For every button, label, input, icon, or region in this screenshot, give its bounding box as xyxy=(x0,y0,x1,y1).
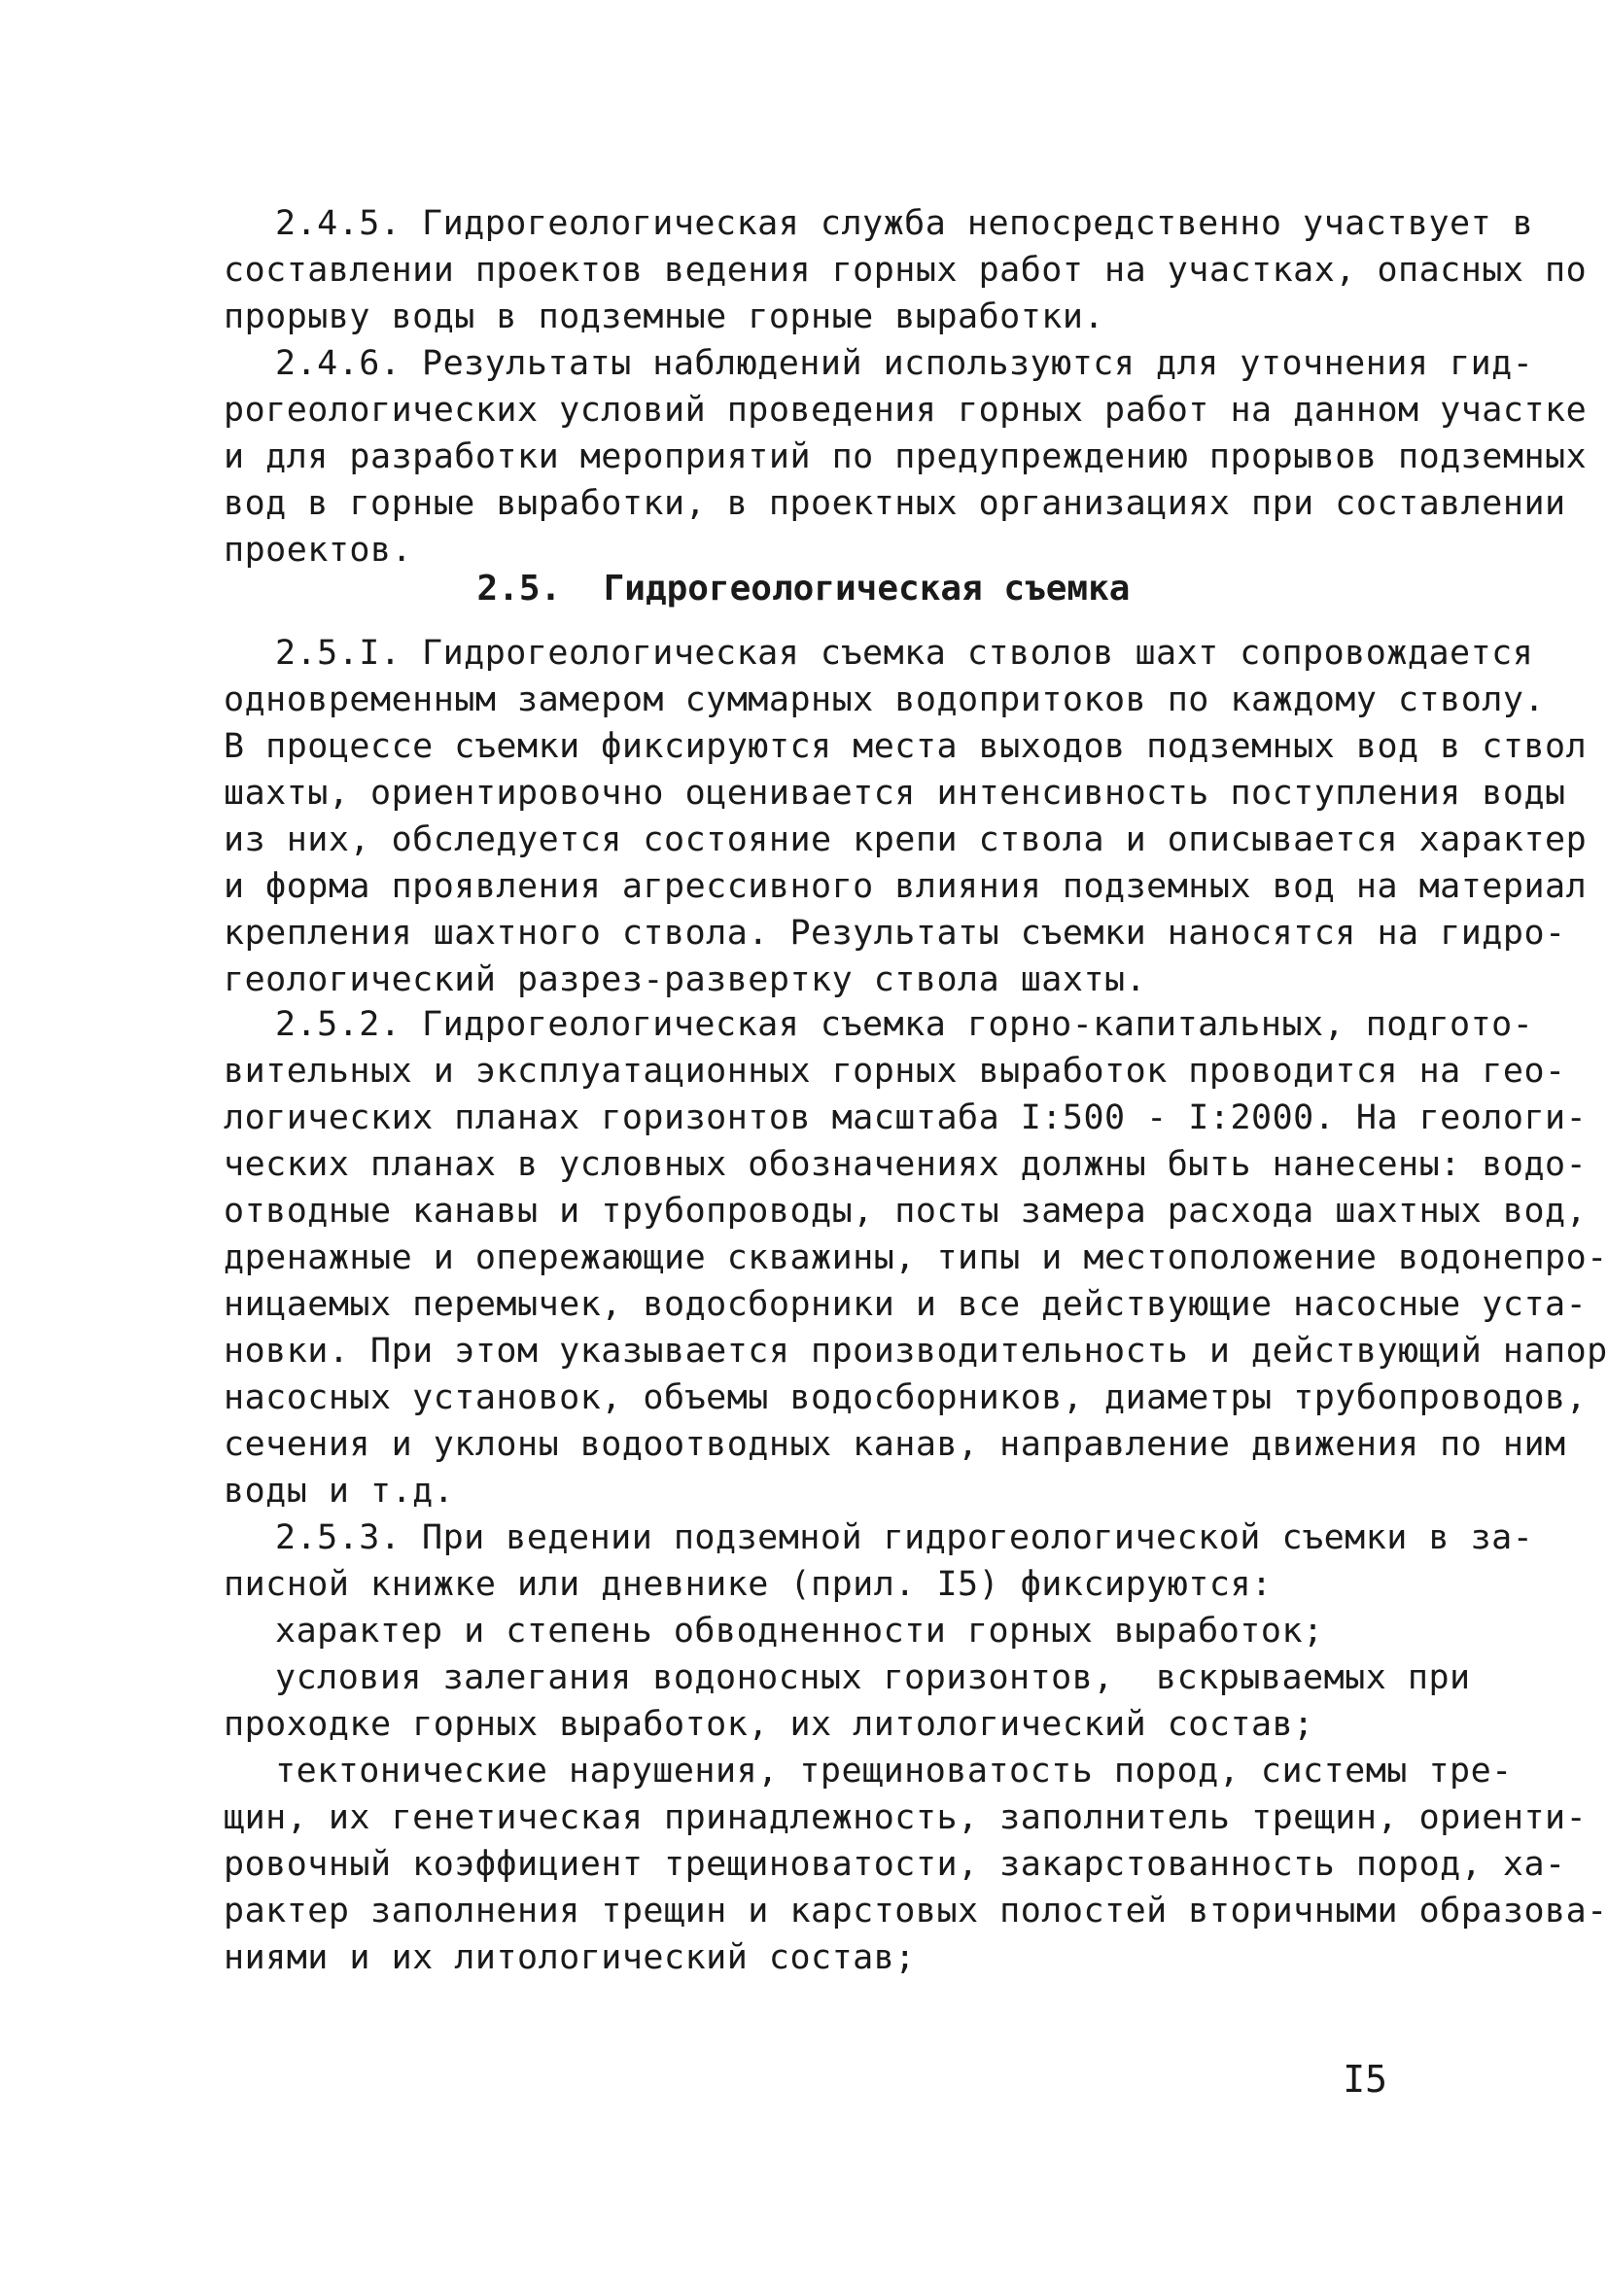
list-item-3-line-3: ровочный коэффициент трещиноватости, закарстованность пород, ха- xyxy=(224,1845,1566,1884)
list-item-3-line-1: тектонические нарушения, трещиноватость пород, системы тре- xyxy=(275,1752,1513,1791)
paragraph-2-5-2-line-3: логических планах горизонтов масштаба I:500 - I:2000. На геологи- xyxy=(224,1098,1588,1137)
paragraph-2-5-2-line-4: ческих планах в условных обозначениях должны быть нанесены: водо- xyxy=(224,1145,1588,1184)
paragraph-2-4-5-line-3: прорыву воды в подземные горные выработки. xyxy=(224,297,1105,336)
paragraph-2-5-2-line-1: 2.5.2. Гидрогеологическая съемка горно-капитальных, подгото- xyxy=(275,1005,1534,1044)
paragraph-2-5-2-line-9: насосных установок, объемы водосборников, диаметры трубопроводов, xyxy=(224,1378,1588,1417)
paragraph-2-5-3-line-1: 2.5.3. При ведении подземной гидрогеологической съемки в за- xyxy=(275,1518,1534,1557)
paragraph-2-5-2-line-2: вительных и эксплуатационных горных выработок проводится на гео- xyxy=(224,1052,1566,1091)
list-item-3-line-4: рактер заполнения трещин и карстовых полостей вторичными образова- xyxy=(224,1892,1608,1931)
paragraph-2-4-6-line-4: вод в горные выработки, в проектных организациях при составлении xyxy=(224,484,1566,523)
paragraph-2-4-5-line-1: 2.4.5. Гидрогеологическая служба непосредственно участвует в xyxy=(275,204,1534,243)
paragraph-2-5-2-line-7: ницаемых перемычек, водосборники и все действующие насосные уста- xyxy=(224,1285,1588,1324)
paragraph-2-4-5-line-2: составлении проектов ведения горных работ на участках, опасных по xyxy=(224,251,1588,290)
paragraph-2-5-1-line-5: из них, обследуется состояние крепи ствола и описывается характер xyxy=(224,820,1588,859)
section-heading-2-5: 2.5. Гидрогеологическая съемка xyxy=(476,569,1131,609)
paragraph-2-4-6-line-1: 2.4.6. Результаты наблюдений используются для уточнения гид- xyxy=(275,344,1534,383)
paragraph-2-5-1-line-8: геологический разрез-развертку ствола шахты. xyxy=(224,960,1147,999)
list-item-3-line-5: ниями и их литологический состав; xyxy=(224,1938,916,1977)
paragraph-2-5-1-line-1: 2.5.I. Гидрогеологическая съемка стволов шахт сопровождается xyxy=(275,634,1534,673)
paragraph-2-5-1-line-6: и форма проявления агрессивного влияния подземных вод на материал xyxy=(224,867,1588,906)
list-item-3-line-2: щин, их генетическая принадлежность, заполнитель трещин, ориенти- xyxy=(224,1798,1588,1837)
paragraph-2-5-2-line-11: воды и т.д. xyxy=(224,1472,455,1511)
list-item-2-line-2: проходке горных выработок, их литологический состав; xyxy=(224,1705,1314,1744)
list-item-1-line-1: характер и степень обводненности горных выработок; xyxy=(275,1612,1324,1651)
paragraph-2-5-1-line-7: крепления шахтного ствола. Результаты съемки наносятся на гидро- xyxy=(224,914,1566,953)
paragraph-2-5-1-line-3: В процессе съемки фиксируются места выходов подземных вод в ствол xyxy=(224,727,1588,766)
paragraph-2-5-2-line-6: дренажные и опережающие скважины, типы и местоположение водонепро- xyxy=(224,1238,1608,1277)
page-number: I5 xyxy=(1343,2058,1387,2101)
paragraph-2-4-6-line-3: и для разработки мероприятий по предупреждению прорывов подземных xyxy=(224,437,1588,476)
paragraph-2-5-1-line-2: одновременным замером суммарных водопритоков по каждому стволу. xyxy=(224,680,1546,719)
paragraph-2-4-6-line-5: проектов. xyxy=(224,531,413,570)
paragraph-2-5-2-line-5: отводные канавы и трубопроводы, посты замера расхода шахтных вод, xyxy=(224,1192,1588,1231)
paragraph-2-5-2-line-10: сечения и уклоны водоотводных канав, направление движения по ним xyxy=(224,1425,1566,1464)
paragraph-2-5-3-line-2: писной книжке или дневнике (прил. I5) фиксируются: xyxy=(224,1565,1273,1604)
list-item-2-line-1: условия залегания водоносных горизонтов, вскрываемых при xyxy=(275,1658,1471,1697)
paragraph-2-4-6-line-2: рогеологических условий проведения горных работ на данном участке xyxy=(224,391,1588,430)
paragraph-2-5-2-line-8: новки. При этом указывается производительность и действующий напор xyxy=(224,1332,1608,1371)
paragraph-2-5-1-line-4: шахты, ориентировочно оценивается интенсивность поступления воды xyxy=(224,774,1566,813)
